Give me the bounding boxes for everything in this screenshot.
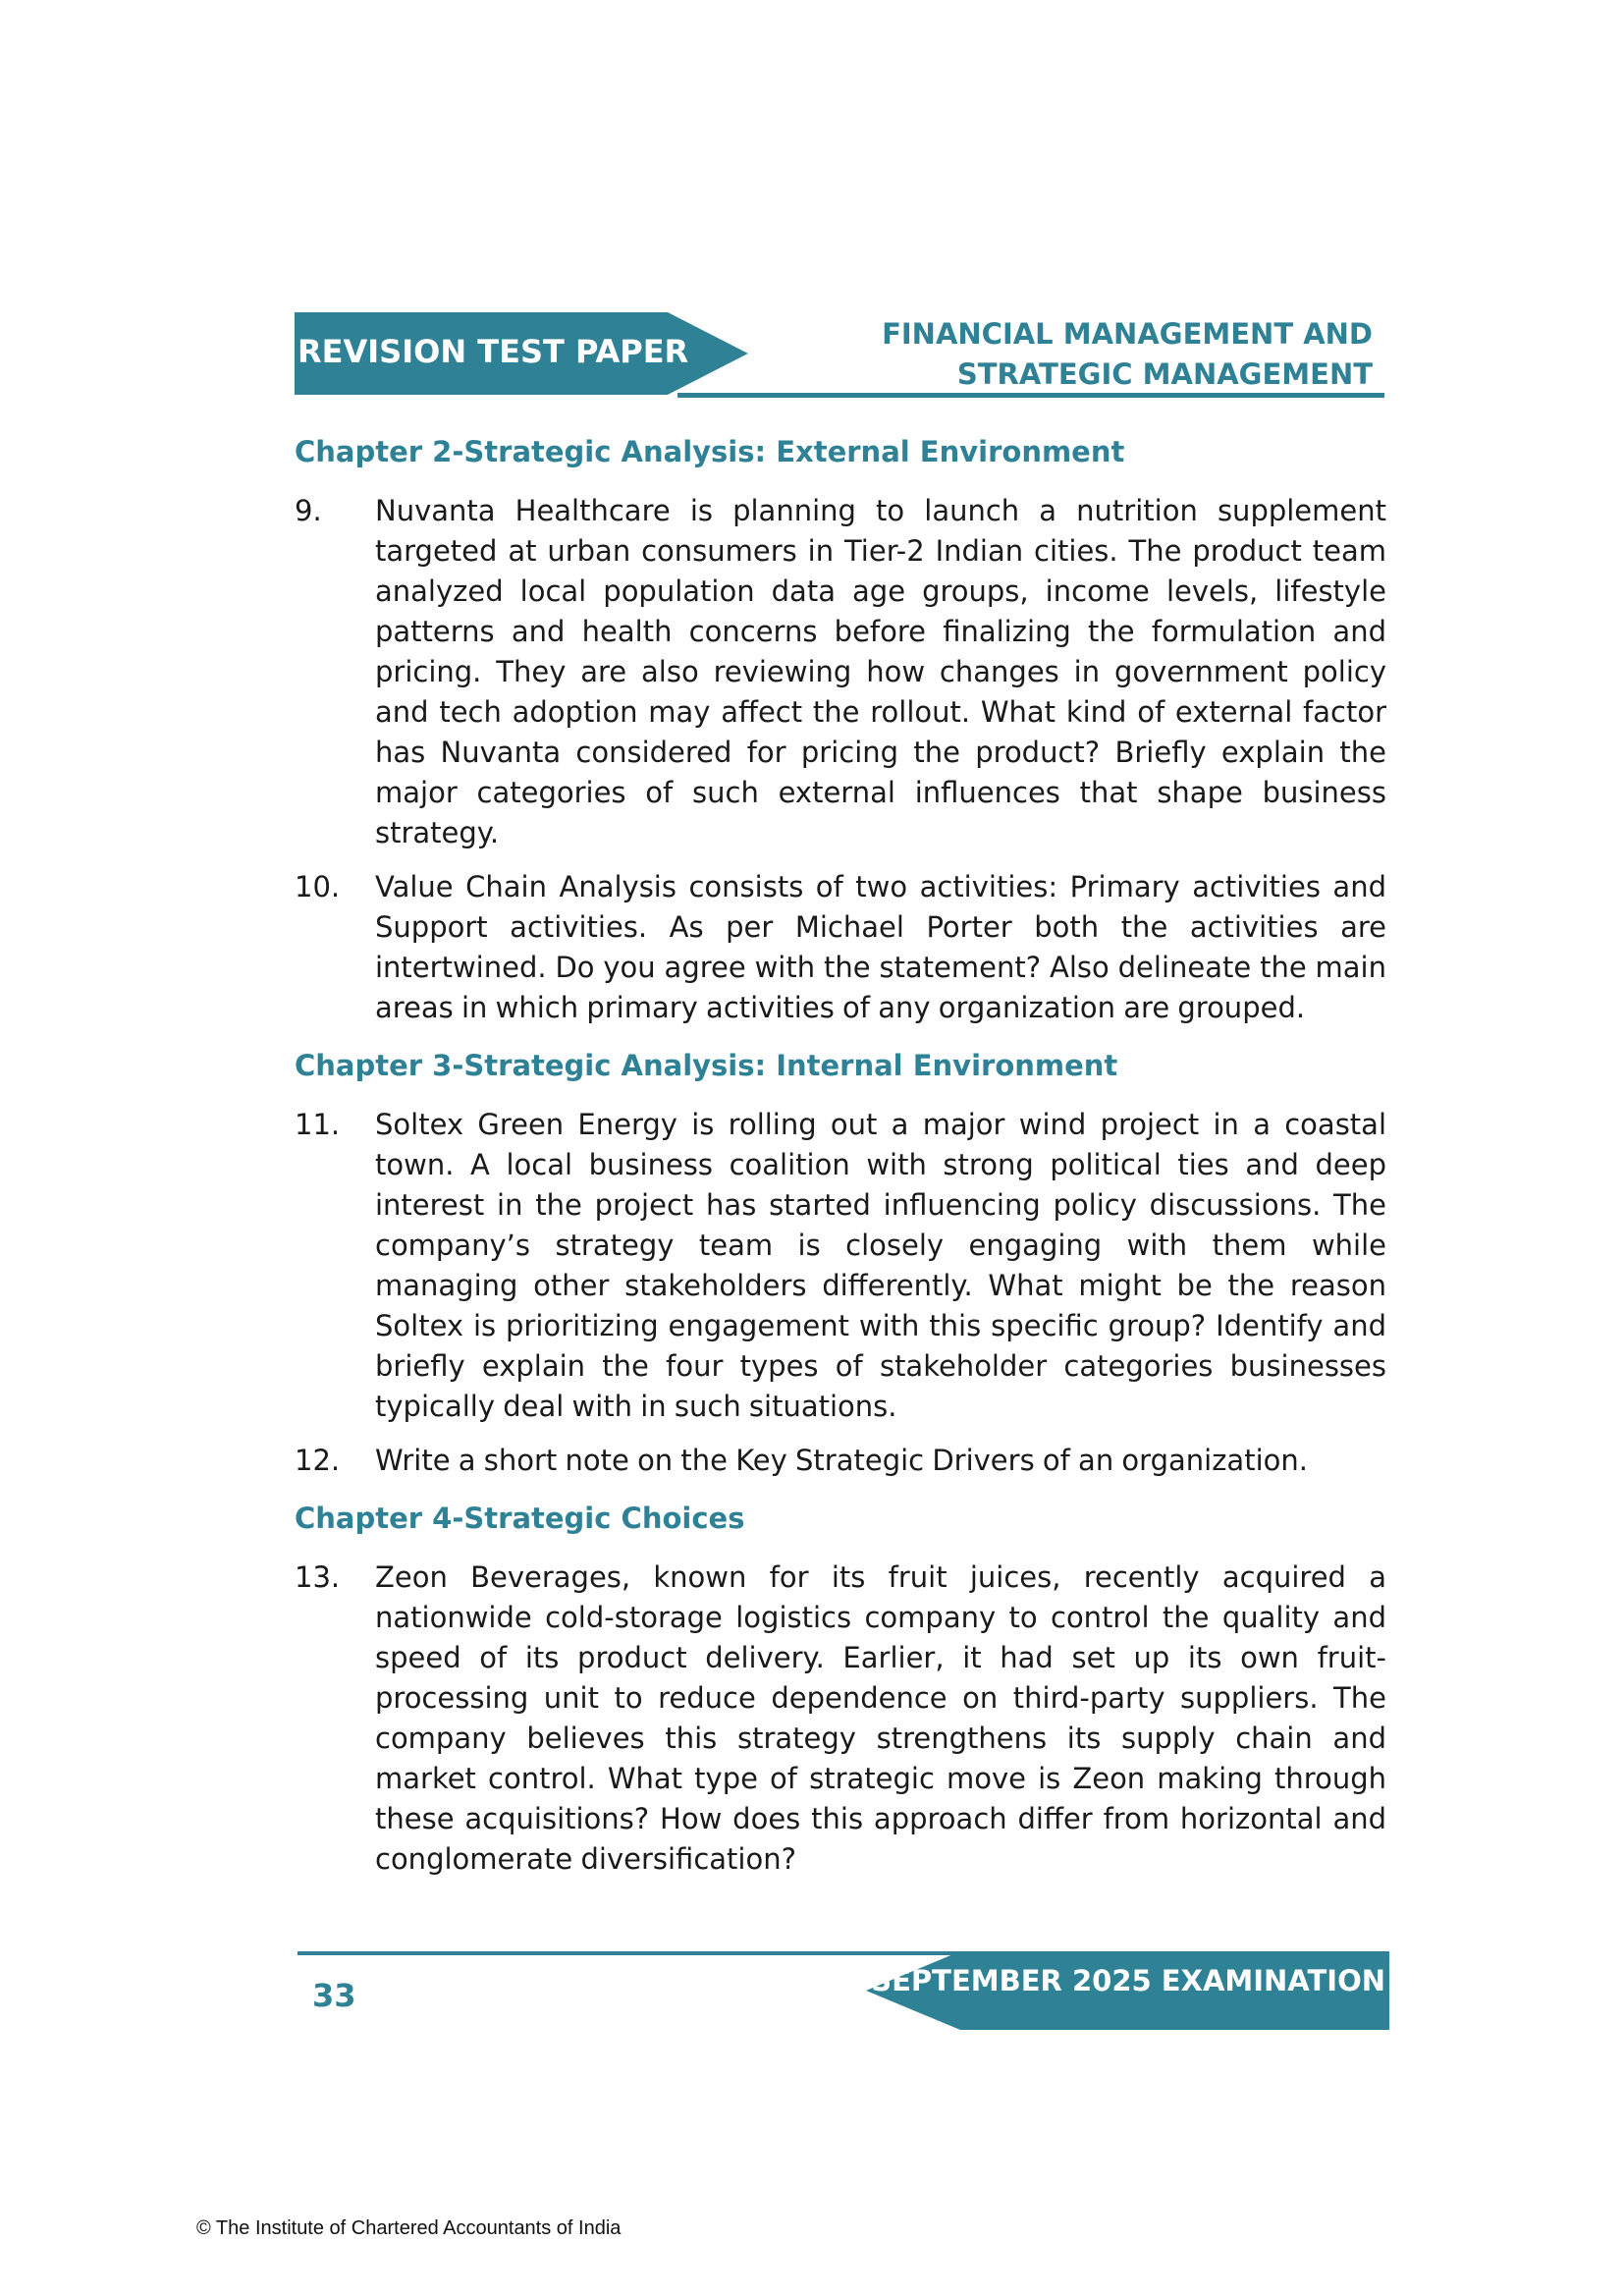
question-number: 13. [295, 1560, 341, 1594]
header-banner [295, 312, 748, 403]
subject-title-line-2: STRATEGIC MANAGEMENT [956, 357, 1373, 391]
question-number: 10. [295, 870, 341, 903]
question-text: Nuvanta Healthcare is planning to launch a nutrition supplement targeted at urban consumers in Tier-2 Indian cities. The product team analyzed local population data age groups, income levels, lifestyle patterns and health concerns before finalizing the formulation and pricing. They are also reviewing how changes in government policy and tech adoption may affect the rollout. What kind of external factor has Nuvanta considered for pricing the product? Briefly explain the major categories of such external influences that shape business strategy. [375, 494, 1386, 849]
question-item [295, 1558, 1386, 1880]
subject-title-line-1: FINANCIAL MANAGEMENT AND [882, 317, 1373, 351]
question-text: Value Chain Analysis consists of two activities: Primary activities and Support activities. As per Michael Porter both the activities are intertwined. Do you agree with the statement? Also delineate the main areas in which primary activities of any organization are grouped. [375, 870, 1386, 1024]
footer-banner [866, 1951, 1389, 2030]
question-text: Write a short note on the Key Strategic Drivers of an organization. [375, 1444, 1308, 1477]
question-item [295, 491, 1386, 853]
footer-banner-label: SEPTEMBER 2025 EXAMINATION [871, 1964, 1385, 1997]
chapter-section [295, 1046, 1386, 1481]
question-text: Zeon Beverages, known for its fruit juices, recently acquired a nationwide cold-storage logistics company to control the quality and speed of its product delivery. Earlier, it had set up its own fruit-processing unit to reduce dependence on third-party suppliers. The company believes this strategy strengthens its supply chain and market control. What type of strategic move is Zeon making through these acquisitions? How does this approach differ from horizontal and conglomerate diversification? [375, 1560, 1386, 1876]
chapter-heading: Chapter 2-Strategic Analysis: External Environment [295, 435, 1125, 468]
question-number: 9. [295, 494, 322, 527]
question-item [295, 1441, 1386, 1481]
question-number: 11. [295, 1108, 341, 1141]
chapter-heading: Chapter 4-Strategic Choices [295, 1502, 745, 1535]
question-item [295, 867, 1386, 1028]
header-banner-label: REVISION TEST PAPER [298, 333, 689, 370]
page-number: 33 [312, 1977, 356, 2014]
copyright-notice: © The Institute of Chartered Accountants of India [196, 2217, 622, 2239]
main-content [295, 432, 1386, 1893]
chapter-section [295, 432, 1386, 1028]
chapter-section [295, 1499, 1386, 1880]
question-item [295, 1105, 1386, 1427]
subject-title [882, 314, 1373, 395]
chapter-heading: Chapter 3-Strategic Analysis: Internal Environment [295, 1049, 1118, 1082]
question-text: Soltex Green Energy is rolling out a major wind project in a coastal town. A local business coalition with strong political ties and deep interest in the project has started influencing policy discussions. The company’s strategy team is closely engaging with them while managing other stakeholders differently. What might be the reason Soltex is prioritizing engagement with this specific group? Identify and briefly explain the four types of stakeholder categories businesses typically deal with in such situations. [375, 1108, 1386, 1423]
question-number: 12. [295, 1444, 341, 1477]
